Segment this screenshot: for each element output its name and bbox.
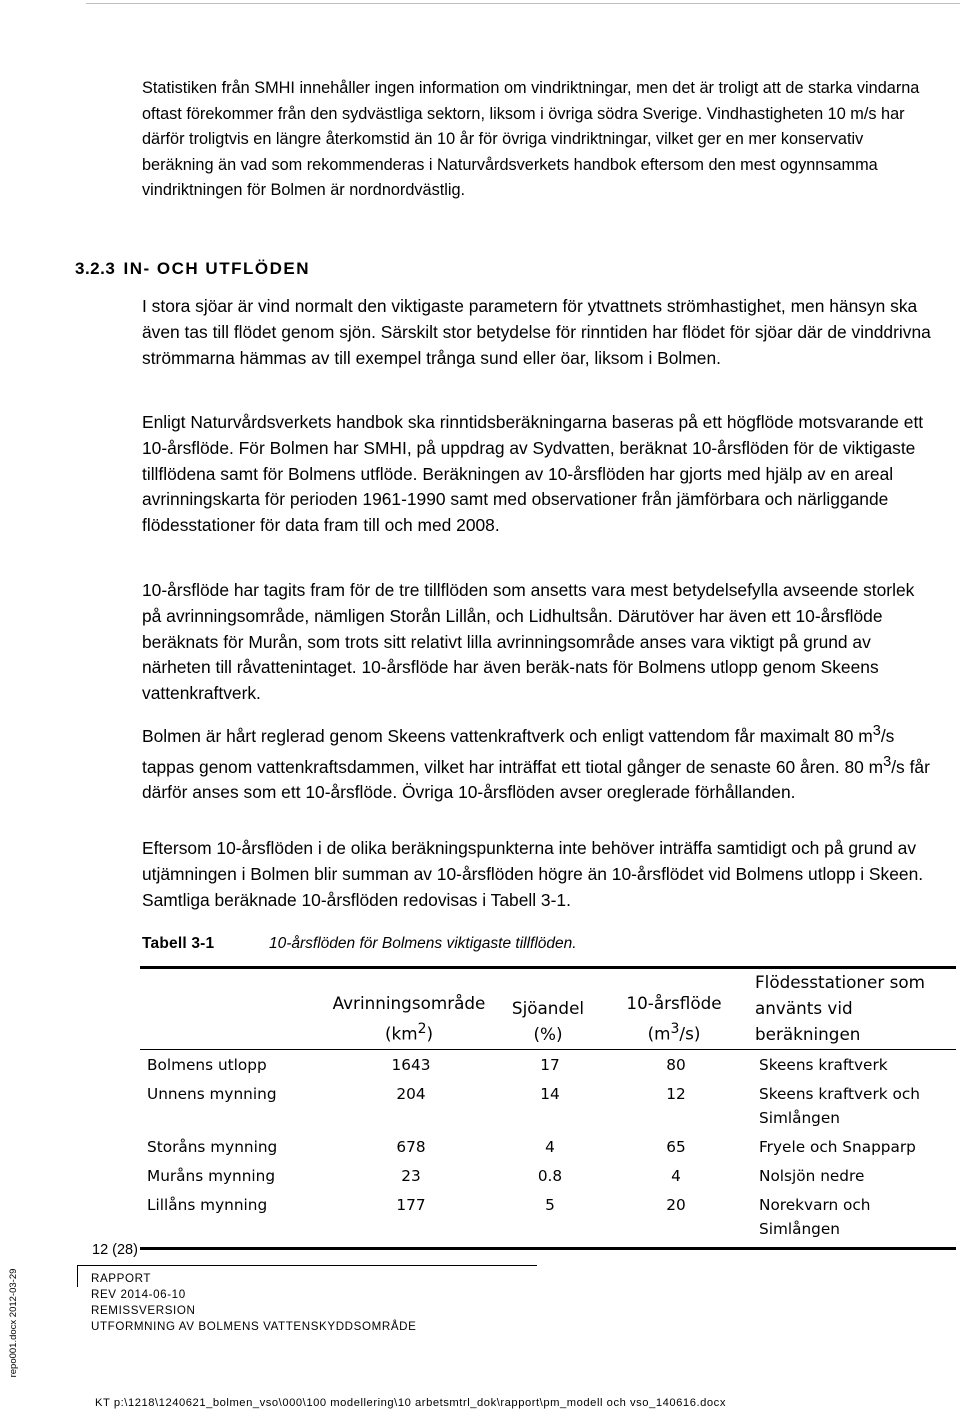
header-flow-line2a: (m [647, 1024, 671, 1044]
footer-report-type: RAPPORT [91, 1272, 152, 1285]
header-flow-sup: 3 [670, 1021, 680, 1038]
cell-lake: 14 [540, 1085, 560, 1103]
table-caption-label: Tabell 3-1 [142, 935, 215, 952]
cell-area: 678 [396, 1138, 426, 1156]
cell-lake: 4 [545, 1138, 555, 1156]
side-template-text: repo001.docx 2012-03-29 [8, 1268, 19, 1378]
paragraph-regulation-part-c: /s får därför anses som ett 10-årsflöde. Övriga 10-årsflöden avser oreglerade förhållanden. [142, 756, 930, 803]
page-number: 12 (28) [92, 1242, 138, 1258]
header-flow-line2b: /s) [679, 1024, 701, 1044]
cell-station: Nolsjön nedre [759, 1167, 865, 1185]
paragraph-wind-flow: I stora sjöar är vind normalt den viktigaste parametern för ytvattnets strömhastighet, men hänsyn ska även tas till flödet genom sjön. Särskilt stor betydelse för rinntiden har flödet för sjöar där de vinddrivna strömmarna hämmas av till exempel trånga sund eller öar, liksom i Bolmen. [142, 296, 931, 368]
cell-area: 23 [401, 1167, 421, 1185]
header-lake-line2: (%) [533, 1024, 563, 1044]
table-row [140, 1050, 956, 1080]
paragraph-regulation-part-b: /s tappas genom vattenkraftsdammen, vilket har inträffat ett tiotal gånger de senaste 60 åren. 80 m [142, 725, 895, 777]
top-rule [86, 3, 960, 4]
cell-location: Storåns mynning [147, 1138, 278, 1156]
footer-version: REMISSVERSION [91, 1304, 196, 1317]
cell-station: Skeens kraftverk [759, 1056, 888, 1074]
table-row [140, 1190, 956, 1249]
header-station-line1: Flödesstationer som [755, 972, 925, 992]
section-number: 3.2.3 [75, 259, 116, 278]
header-station-line2: använts vid beräkningen [755, 998, 861, 1044]
cell-location: Unnens mynning [147, 1085, 277, 1103]
cell-area: 177 [318, 1190, 500, 1249]
section-heading [75, 257, 310, 281]
cell-flow: 65 [666, 1138, 686, 1156]
paragraph-summary: Eftersom 10-årsflöden i de olika beräkningspunkterna inte behöver inträffa samtidigt och på grund av utjämningen i Bolmen blir summan av 10-årsflöden högre än 10-årsflödet vid Bolmens utlopp i Skeen. Samtliga beräknade 10-årsflöden redovisas i Tabell 3-1. [142, 838, 924, 910]
footer-project-title: UTFORMNING AV BOLMENS VATTENSKYDDSOMRÅDE [91, 1320, 417, 1333]
table-row [140, 1161, 956, 1190]
footer-rule-horizontal [77, 1265, 537, 1266]
table-caption [142, 933, 577, 955]
footer-revision: REV 2014-06-10 [91, 1288, 186, 1301]
footer-rule-vertical [77, 1265, 78, 1287]
table-row [140, 1079, 956, 1132]
header-area-line2b: ) [426, 1024, 434, 1044]
cell-station: Skeens kraftverk och Simlången [759, 1085, 920, 1127]
cell-lake: 0.8 [537, 1167, 563, 1185]
cell-lake: 17 [540, 1056, 560, 1074]
cell-station: Fryele och Snapparp [759, 1138, 916, 1156]
flow-table [140, 966, 956, 1250]
header-area-line1: Avrinningsområde [332, 993, 486, 1014]
table-caption-text: 10-årsflöden för Bolmens viktigaste tillflöden. [269, 935, 577, 952]
cell-location: Muråns mynning [147, 1167, 276, 1185]
paragraph-handbook: Enligt Naturvårdsverkets handbok ska rinntidsberäkningarna baseras på ett högflöde motsvarande ett 10-årsflöde. För Bolmen har SMHI, på uppdrag av Sydvatten, beräknat 10-årsflöden för de viktigaste tillflödena samt för Bolmens utflöde. Beräkningen av 10-årsflöden har gjorts med hjälp av en areal avrinningskarta för perioden 1961-1990 samt med observationer från jämförbara och närliggande flödesstationer för data fram till och med 2008. [142, 412, 924, 536]
cell-lake: 5 [500, 1190, 596, 1249]
paragraph-regulation-part-a: Bolmen är hårt reglerad genom Skeens vattenkraftverk och enligt vattendom får maximalt 80 m [142, 725, 873, 746]
header-lake-share [500, 968, 596, 1050]
paragraph-tributaries: 10-årsflöde har tagits fram för de tre tillflöden som ansetts vara mest betydelsefylla avseende storlek på avrinningsområde, nämligen Storån Lillån, och Lidhultsån. Därutöver har även ett 10-årsflöde beräknats för Murån, som trots sitt relativt lilla avrinningsområde anses vara viktigt på grund av närheten till råvattenintaget. 10-årsflöde har även beräk-nats för Bolmens utlopp genom Skeens vattenkraftverk. [142, 580, 915, 704]
header-catchment-area [318, 968, 500, 1050]
header-ten-year-flow [596, 968, 752, 1050]
paragraph-regulation [142, 719, 932, 806]
cell-flow: 80 [666, 1056, 686, 1074]
table-header-row [140, 968, 956, 1050]
cell-location: Lillåns mynning [140, 1190, 318, 1249]
footer-report-info [91, 1271, 416, 1335]
cell-flow: 4 [671, 1167, 681, 1185]
header-lake-line1: Sjöandel [511, 998, 585, 1018]
cell-flow: 12 [666, 1085, 686, 1103]
paragraph-wind-statistics: Statistiken från SMHI innehåller ingen information om vindriktningar, men det är troligt att de starka vindarna oftast förekommer från den sydvästliga sektorn, liksom i övriga södra Sverige. Vindhastigheten 10 m/s har därför troligtvis en längre återkomstid än 10 år för övriga vindriktningar, vilket ger en mer konservativ beräkning än vad som rekommenderas i Naturvårdsverkets handbok eftersom den mest ogynnsamma vindriktningen för Bolmen är nordnordvästlig. [142, 79, 920, 200]
superscript-3: 3 [883, 753, 892, 770]
cell-location: Bolmens utlopp [147, 1056, 267, 1074]
cell-station: Norekvarn och Simlången [752, 1190, 956, 1249]
cell-area: 1643 [391, 1056, 431, 1074]
cell-flow: 20 [596, 1190, 752, 1249]
footer-file-path: KT p:\1218\1240621_bolmen_vso\000\100 modellering\10 arbetsmtrl_dok\rapport\pm_modell och vso_140616.docx [95, 1397, 726, 1409]
header-flow-line1: 10-årsflöde [626, 993, 722, 1014]
header-stations [752, 968, 956, 1050]
table-row [140, 1132, 956, 1161]
header-area-line2a: (km [384, 1024, 418, 1044]
cell-area: 204 [396, 1085, 426, 1103]
header-location [140, 968, 318, 1050]
header-area-sup: 2 [417, 1021, 427, 1038]
side-template-label [8, 1264, 20, 1382]
section-title: IN- OCH UTFLÖDEN [123, 259, 310, 278]
superscript-3: 3 [872, 723, 881, 739]
